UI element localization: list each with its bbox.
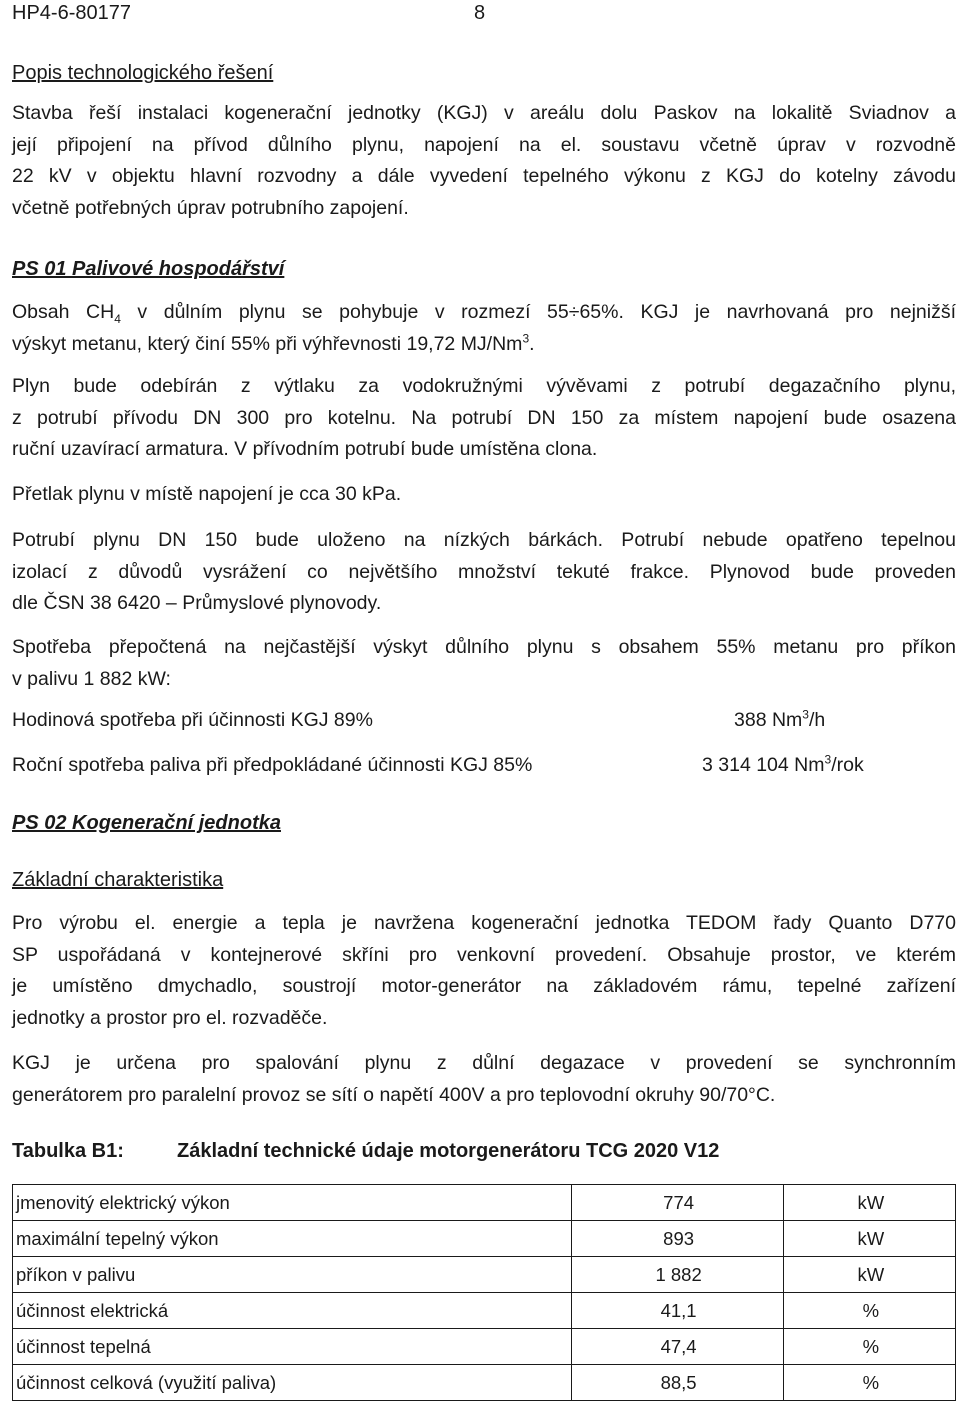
table-row [13,1329,956,1365]
param-name: účinnost elektrická [13,1293,572,1329]
ps02-subheading: Základní charakteristika [12,869,224,891]
ps01-paragraph-2 [12,371,956,466]
ps02-p2-line: generátorem pro paralelní provoz se sítí o napětí 400V a pro teplovodní okruhy 90/70°C. [12,1083,776,1106]
intro-paragraph [12,98,956,224]
text-fragment: výskyt metanu, který činí 55% při výhřevnosti 19,72 MJ/Nm [12,332,523,355]
ps01-paragraph-5 [12,632,956,695]
ps01-p2-line: z potrubí přívodu DN 300 pro kotelnu. Na potrubí DN 150 za místem napojení bude osazena [12,406,956,429]
ps02-heading: PS 02 Kogenerační jednotka [12,812,281,834]
param-unit: kW [783,1185,955,1221]
ps01-p4-line: izolací z důvodů vysrážení co největšího množství tekuté frakce. Plynovod bude proveden [12,560,956,583]
ps01-p1-line [12,329,956,361]
table-row [13,1257,956,1293]
page-header [12,2,956,28]
ps01-p5-line: Spotřeba přepočtená na nejčastější výskyt důlního plynu s obsahem 55% metanu pro příkon [12,636,956,658]
consumption-row [12,709,956,739]
table-row [13,1221,956,1257]
ps01-p3-line: Přetlak plynu v místě napojení je cca 30 kPa. [12,483,402,505]
ps01-p2-line: Plyn bude odebírán z výtlaku za vodokružnými vývěvami z potrubí degazačního plynu, [12,375,956,397]
param-name: účinnost celková (využití paliva) [13,1365,572,1401]
consumption-value [702,754,864,777]
text-fragment: . [529,332,535,355]
ps01-p4-line: Potrubí plynu DN 150 bude uloženo na nízkých bárkách. Potrubí nebude opatřeno tepelnou [12,529,956,551]
param-value: 774 [571,1185,783,1221]
text-fragment: /h [808,709,826,731]
table-caption-title: Základní technické údaje motorgenerátoru TCG 2020 V12 [177,1140,720,1162]
consumption-label: Roční spotřeba paliva při předpokládané účinnosti KGJ 85% [12,754,533,776]
ps01-paragraph-3 [12,479,956,511]
param-name: příkon v palivu [13,1257,572,1293]
ps01-paragraph-1 [12,297,956,360]
param-value: 893 [571,1221,783,1257]
text-fragment: 388 Nm [734,709,803,731]
ps01-p1-line [12,297,956,329]
section-title: Popis technologického řešení [12,62,274,84]
param-unit: % [783,1365,955,1401]
ps01-p5-line: v palivu 1 882 kW: [12,667,171,690]
intro-line: 22 kV v objektu hlavní rozvodny a dále vyvedení tepelného výkonu z KGJ do kotelny závodu [12,165,956,187]
ps02-p1-line: SP uspořádaná v kontejnerové skříni pro venkovní provedení. Obsahuje prostor, ve kterém [12,943,956,966]
table-caption [12,1140,720,1163]
spec-table [12,1184,956,1401]
ps01-p2-line: ruční uzavírací armatura. V přívodním potrubí bude umístěna clona. [12,438,598,460]
ps02-p1-line: je umístěno dmychadlo, soustrojí motor-generátor na základovém rámu, tepelné zařízení [12,975,956,997]
consumption-row [12,754,956,784]
ps02-paragraph-1 [12,908,956,1034]
param-unit: kW [783,1257,955,1293]
table-row [13,1185,956,1221]
superscript: 3 [802,707,809,722]
superscript: 3 [824,752,832,767]
param-name: jmenovitý elektrický výkon [13,1185,572,1221]
intro-line: Stavba řeší instalaci kogenerační jednotky (KGJ) v areálu dolu Paskov na lokalitě Sviadnov a [12,102,956,124]
text-fragment: v důlním plynu se pohybuje v rozmezí 55÷65%. KGJ je navrhovaná pro nejnižší [120,301,956,323]
param-value: 41,1 [571,1293,783,1329]
consumption-label: Hodinová spotřeba při účinnosti KGJ 89% [12,709,373,731]
page-number: 8 [474,2,486,24]
ps01-paragraph-4 [12,525,956,620]
param-unit: kW [783,1221,955,1257]
param-name: maximální tepelný výkon [13,1221,572,1257]
param-value: 88,5 [571,1365,783,1401]
document-id: HP4-6-80177 [12,2,131,24]
param-name: účinnost tepelná [13,1329,572,1365]
param-value: 1 882 [571,1257,783,1293]
subscript: 4 [114,311,121,326]
param-unit: % [783,1293,955,1329]
ps01-heading: PS 01 Palivové hospodářství [12,258,285,280]
ps02-p2-line: KGJ je určena pro spalování plynu z důlní degazace v provedení se synchronním [12,1052,956,1074]
intro-line: včetně potřebných úprav potrubního zapojení. [12,196,409,219]
ps01-p4-line: dle ČSN 38 6420 – Průmyslové plynovody. [12,592,382,614]
text-fragment: /rok [831,754,864,776]
intro-line: její připojení na přívod důlního plynu, napojení na el. soustavu včetně úprav v rozvodně [12,133,956,156]
table-row [13,1365,956,1401]
table-row [13,1293,956,1329]
table-caption-label: Tabulka B1: [12,1140,124,1162]
ps02-p1-line: jednotky a prostor pro el. rozvaděče. [12,1006,328,1029]
param-unit: % [783,1329,955,1365]
text-fragment: Obsah CH [12,301,115,323]
ps02-paragraph-2 [12,1048,956,1111]
superscript: 3 [522,331,530,345]
text-fragment: 3 314 104 Nm [702,754,825,776]
consumption-value [734,709,825,732]
param-value: 47,4 [571,1329,783,1365]
ps02-p1-line: Pro výrobu el. energie a tepla je navržena kogenerační jednotka TEDOM řady Quanto D770 [12,912,956,934]
